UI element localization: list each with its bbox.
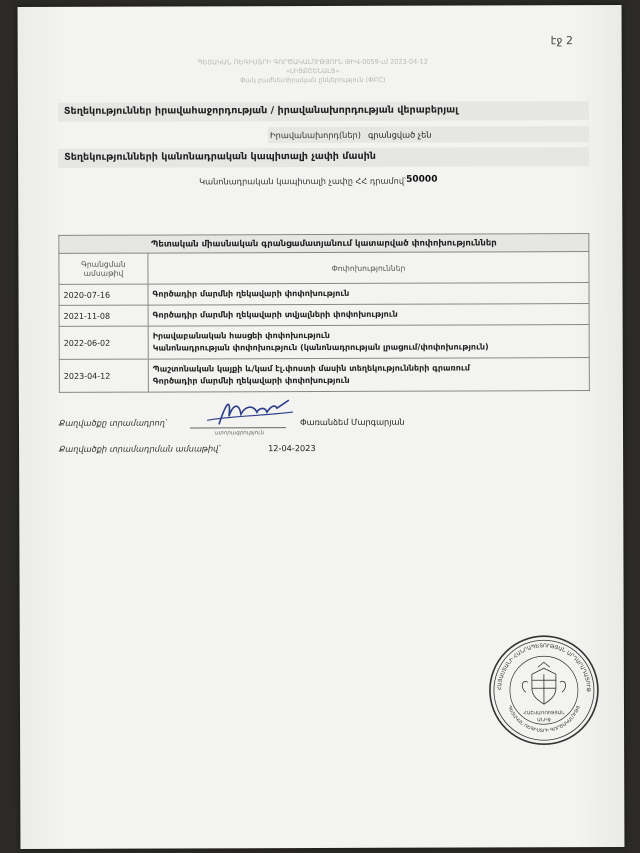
changes-table: [58, 233, 590, 393]
row-change-line: Կանոնադրության փոփոխություն (կանոնադրության լրացում/փոփոխություն): [152, 342, 489, 353]
svg-text:ՀԱՅԱՍՏԱՆԻ ՀԱՆՐԱՊԵՏՈՒԹՅԱՆ ԱՐԴԱՐ: ՀԱՅԱՍՏԱՆԻ ՀԱՆՐԱՊԵՏՈՒԹՅԱՆ ԱՐԴԱՐԱԴԱՏՈՒԹՅԱՆ: [496, 643, 591, 693]
issue-date-value: 12-04-2023: [268, 443, 316, 454]
header-line-1: ՊԵՏԱԿԱՆ ՌԵԳԻՍՏՐԻ ԳՈՐԾԱԿԱԼՈՒԹՅՈՒՆ ԹԻՎ-0059-ւմ 2023-04-12: [197, 57, 428, 67]
issuer-name: Փառանձեմ Մարգարյան: [299, 416, 405, 428]
row-change-line: Պաշտոնական կայքի և/կամ էլ.փոստի մասին տեղեկությունների գրառում: [152, 363, 470, 374]
issuer-label: Քաղվածքը տրամադրող՝: [58, 417, 167, 428]
table-row: [59, 304, 589, 327]
page-number: էջ 2: [550, 34, 574, 48]
table-caption: Պետական միասնական գրանցամատյանում կատարված փոփոխություններ: [59, 234, 589, 254]
row-change: [148, 358, 589, 393]
row-change: Գործադիր մարմնի ղեկավարի փոփոխություն: [148, 283, 589, 306]
row-change: Գործադիր մարմնի ղեկավարի տվյալների փոփոխություն: [148, 304, 589, 327]
table-row: [59, 358, 589, 393]
column-header-changes: Փոփոխություններ: [148, 252, 589, 285]
svg-text:ՊԵՏԱԿԱՆ ՌԵԳԻՍՏՐԻ ԳՈՐԾԱԿԱԼՈՒԹՅՈ: ՊԵՏԱԿԱՆ ՌԵԳԻՍՏՐԻ ԳՈՐԾԱԿԱԼՈՒԹՅՈՒՆ: [506, 705, 582, 735]
table-row: [59, 325, 589, 360]
coat-of-arms-icon: [522, 662, 565, 704]
capital-value: 50000: [406, 174, 438, 185]
seal-bottom-text: ԱՆԻՋ: [537, 718, 551, 724]
row-change: [148, 325, 589, 360]
row-date: 2021-11-08: [59, 305, 148, 326]
signature-caption: ստորագրություն: [215, 430, 265, 437]
handwritten-signature: [197, 394, 297, 430]
row-date: 2022-06-02: [59, 326, 148, 359]
predecessor-label: Իրավանախորդ(ներ): [269, 129, 361, 141]
header-line-2: «ԼԻՑՔՇԵՆԱԼՑ»: [286, 66, 340, 76]
section2-title: Տեղեկությունների կանոնադրական կապիտալի չափի մասին: [64, 150, 376, 163]
row-date: 2023-04-12: [59, 359, 148, 392]
official-seal: [488, 634, 600, 746]
predecessor-value: գրանցված չեն: [367, 129, 432, 140]
document-page: [18, 5, 625, 849]
header-line-3: Փակ բաժնետիրական ընկերություն (ՓԲԸ): [240, 75, 386, 85]
row-change-line: Իրավաբանական հասցեի փոփոխություն: [152, 330, 330, 341]
table-row: [59, 283, 589, 306]
row-date: 2020-07-16: [59, 284, 148, 305]
seal-inner-text: ՀԱՇՎԱՌՈՒԹՅԱՆ: [523, 711, 565, 717]
capital-label: Կանոնադրական կապիտալի չափը ՀՀ դրամով՝: [199, 175, 407, 187]
column-header-date: Գրանցման ամսաթիվ: [59, 253, 148, 284]
row-change-line: Գործադիր մարմնի ղեկավարի փոփոխություն: [152, 375, 350, 386]
issue-date-label: Քաղվածքի տրամադրման ամսաթիվ՝: [59, 443, 221, 454]
section1-title: Տեղեկություններ իրավահաջորդության / իրավանախորդության վերաբերյալ: [63, 104, 459, 117]
